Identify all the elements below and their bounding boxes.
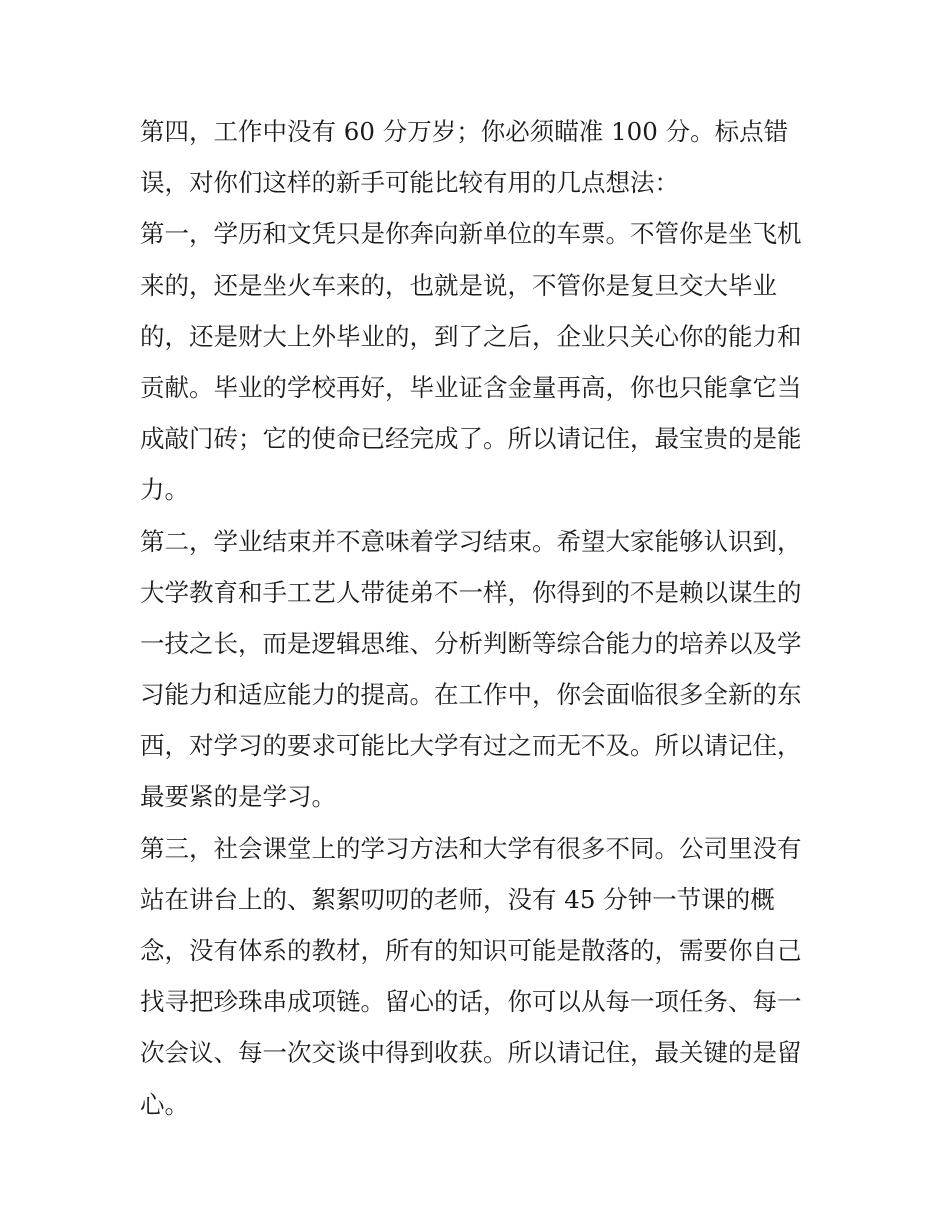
text-line: 习能力和适应能力的提高。在工作中，你会面临很多全新的东 [140,680,802,710]
text-line: 误，对你们这样的新手可能比较有用的几点想法： [140,168,679,198]
text-line: 念，没有体系的教材，所有的知识可能是散落的，需要你自己 [140,936,802,965]
text-line: 第二，学业结束并不意味着学习结束。希望大家能够认识到， [140,526,802,556]
text-line: 一技之长，而是逻辑思维、分析判断等综合能力的培养以及学 [140,628,802,658]
text-line: 找寻把珍珠串成项链。留心的话，你可以从每一项任务、每一 [140,987,802,1017]
text-line: 来的，还是坐火车来的，也就是说，不管你是复旦交大毕业 [140,270,777,300]
text-line: 最要紧的是学习。 [140,782,336,812]
text-line: 西，对学习的要求可能比大学有过之而无不及。所以请记住， [140,731,802,761]
text-line: 第三，社会课堂上的学习方法和大学有很多不同。公司里没有 [140,833,802,863]
text-line: 贡献。毕业的学校再好，毕业证含金量再高，你也只能拿它当 [140,372,802,402]
text-line: 的，还是财大上外毕业的，到了之后，企业只关心你的能力和 [140,321,802,351]
text-line: 心。 [140,1089,189,1119]
text-line: 第一，学历和文凭只是你奔向新单位的车票。不管你是坐飞机 [140,219,802,249]
text-line: 站在讲台上的、絮絮叨叨的老师，没有 45 分钟一节课的概 [140,884,775,914]
text-line: 大学教育和手工艺人带徒弟不一样，你得到的不是赖以谋生的 [140,577,802,607]
body-text [140,106,820,1130]
text-line: 第四，工作中没有 60 分万岁；你必须瞄准 100 分。标点错 [140,117,789,146]
text-line: 力。 [140,475,189,505]
text-line: 次会议、每一次交谈中得到收获。所以请记住，最关键的是留 [140,1038,802,1068]
text-line: 成敲门砖；它的使命已经完成了。所以请记住，最宝贵的是能 [140,424,802,454]
